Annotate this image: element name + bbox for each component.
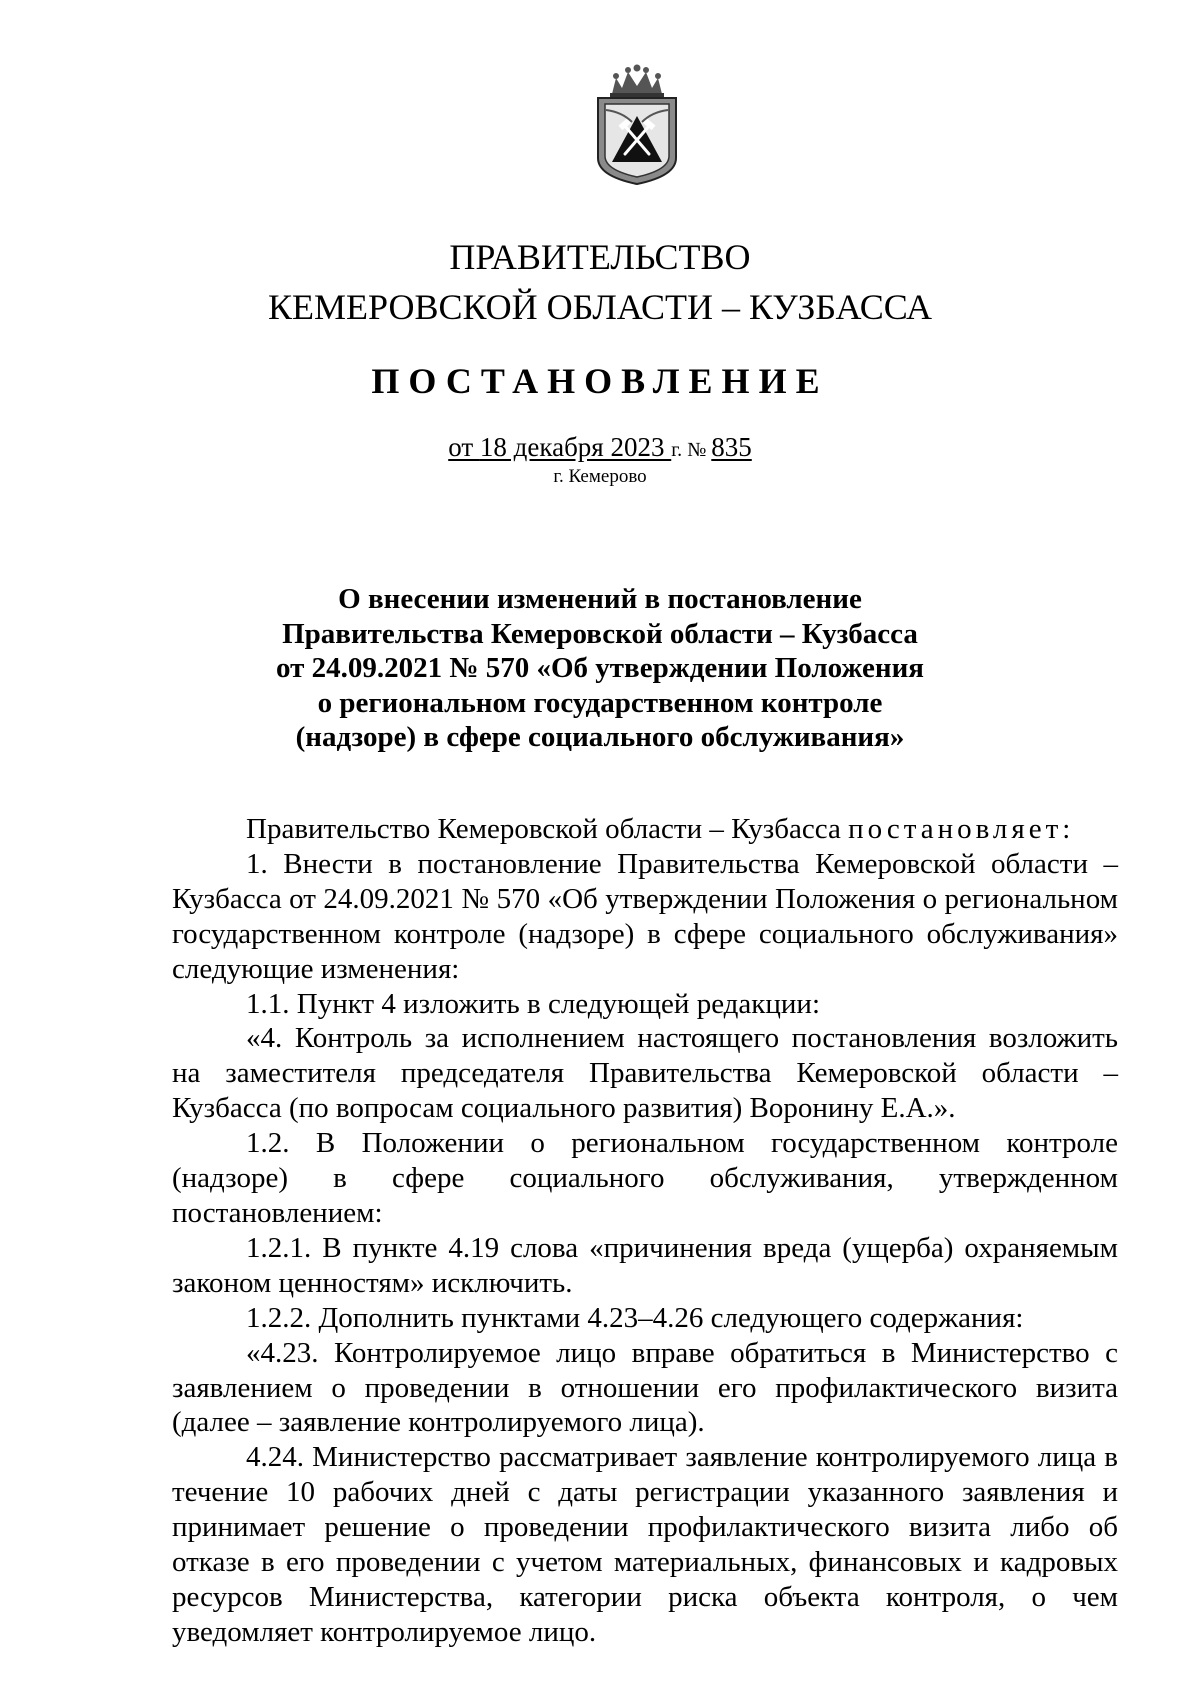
date-prefix: от: [448, 432, 480, 462]
title-line: Правительства Кемеровской области – Кузбасса: [282, 617, 918, 650]
preamble-resolves: постановляет:: [848, 813, 1075, 845]
document-body: [172, 812, 1118, 1650]
body-paragraph: 1.2.1. В пункте 4.19 слова «причинения вреда (ущерба) охраняемым законом ценностям» исключить.: [172, 1231, 1118, 1299]
year-suffix: г.: [671, 439, 683, 461]
organization-name-line2: КЕМЕРОВСКОЙ ОБЛАСТИ – КУЗБАССА: [268, 287, 932, 327]
preamble-text: Правительство Кемеровской области – Кузбасса: [246, 813, 849, 845]
date-value: 18 декабря 2023: [479, 432, 672, 462]
title-line: (надзоре) в сфере социального обслуживания»: [295, 721, 905, 753]
coat-of-arms-icon: [592, 64, 682, 186]
body-paragraph: «4. Контроль за исполнением настоящего постановления возложить на заместителя председателя Правительства Кемеровской области – Кузбасса (по вопросам социального развития) Воронину Е.А.».: [172, 1022, 1118, 1125]
body-paragraph: 4.24. Министерство рассматривает заявление контролируемого лица в течение 10 рабочих дней с даты регистрации указанного заявления и принимает решение о проведении профилактического визита либо об отказе в его проведении с учетом материальных, финансовых и кадровых ресурсов Министерства, категории риска объекта контроля, о чем уведомляет контролируемое лицо.: [172, 1441, 1118, 1648]
document-date-number: [0, 432, 1200, 463]
organization-name-line1: ПРАВИТЕЛЬСТВО: [449, 237, 751, 277]
document-title: [0, 582, 1200, 755]
document-number: 835: [711, 432, 752, 462]
body-paragraph: 1.1. Пункт 4 изложить в следующей редакции:: [246, 987, 821, 1020]
body-paragraph: 1.2.2. Дополнить пунктами 4.23–4.26 следующего содержания:: [246, 1301, 1024, 1334]
body-paragraph: 1. Внести в постановление Правительства Кемеровской области – Кузбасса от 24.09.2021 № 570 «Об утверждении Положения о региональном государственном контроле (надзоре) в сфере социального обслуживания» следующие изменения:: [172, 847, 1118, 985]
document-type: ПОСТАНОВЛЕНИЕ: [371, 361, 829, 401]
number-sign: №: [682, 439, 712, 461]
body-paragraph: «4.23. Контролируемое лицо вправе обратиться в Министерство с заявлением о проведении в отношении его профилактического визита (далее – заявление контролируемого лица).: [172, 1336, 1118, 1439]
document-date: [448, 432, 671, 462]
title-line: О внесении изменений в постановление: [338, 583, 862, 615]
document-city: г. Кемерово: [553, 466, 647, 487]
body-paragraph: 1.2. В Положении о региональном государственном контроле (надзоре) в сфере социального обслуживания, утвержденном постановлением:: [172, 1127, 1118, 1229]
title-line: от 24.09.2021 № 570 «Об утверждении Положения: [275, 652, 924, 684]
preamble: [172, 812, 1118, 847]
title-line: о региональном государственном контроле: [317, 686, 883, 719]
